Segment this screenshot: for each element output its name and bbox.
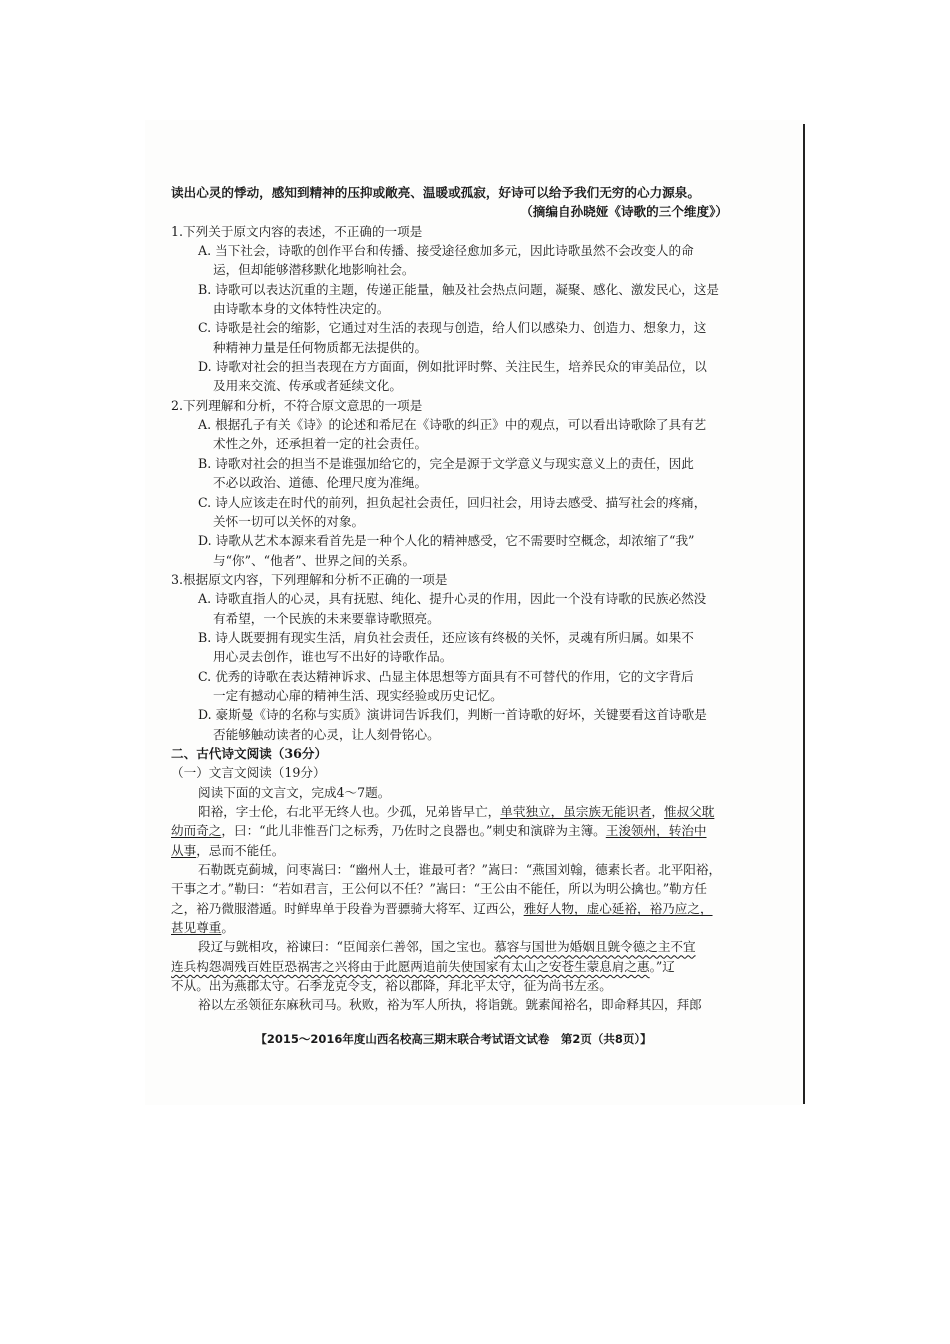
q1-option-a: A. 当下社会，诗歌的创作平台和传播、接受途径愈加多元，因此诗歌虽然不会改变人的命 <box>198 243 694 259</box>
q3-option-b: B. 诗人既要拥有现实生活，肩负社会责任，还应该有终极的关怀，灵魂有所归属。如果不 <box>198 629 694 645</box>
subsection-heading: （一）文言文阅读（19分） <box>171 765 326 781</box>
q2-option-d: D. 诗歌从艺术本源来看首先是一种个人化的精神感受，它不需要时空概念，却浓缩了“我” <box>198 533 695 549</box>
passage-p3-line2 <box>171 957 736 976</box>
passage-p2-line4 <box>171 918 736 937</box>
document-body <box>171 183 736 1015</box>
page-footer: 【2015～2016年度山西名校高三期末联合考试语文试卷 第2页（共8页）】 <box>255 1032 652 1046</box>
q3-option-d: D. 豪斯曼《诗的名称与实质》演讲词告诉我们，判断一首诗歌的好坏，关键要看这首诗歌是 <box>198 707 707 723</box>
wavy-underlined-phrase: 慕容与国世为婚姻且皝令德之主不宜 <box>494 939 696 955</box>
passage-text: ，曰：“此儿非惟吾门之标秀，乃佐时之良器也。”刺史和演辟为主簿。 <box>221 823 606 839</box>
q1-stem: 1.下列关于原文内容的表述，不正确的一项是 <box>171 223 423 239</box>
passage-p3-line3: 不从。出为燕郡太守。石季龙克令支，裕以郡降，拜北平太守，征为尚书左丞。 <box>171 978 612 994</box>
underlined-phrase: 惟叔父耽 <box>663 804 715 819</box>
q3-option-a: A. 诗歌直指人的心灵，具有抚慰、纯化、提升心灵的作用，因此一个没有诗歌的民族必然没 <box>198 591 707 607</box>
q1-option-c: C. 诗歌是社会的缩影，它通过对生活的表现与创造，给人们以感染力、创造力、想象力，这 <box>198 320 707 336</box>
passage-p3-line1 <box>171 937 736 956</box>
q1-option-a-cont: 运，但却能够潜移默化地影响社会。 <box>213 262 415 278</box>
reading-instruction: 阅读下面的文言文，完成4～7题。 <box>198 784 391 800</box>
intro-tail-line: 读出心灵的悸动，感知到精神的压抑或敞亮、温暖或孤寂，好诗可以给予我们无穷的心力源泉。 <box>171 185 700 200</box>
underlined-phrase: 从事 <box>171 842 197 858</box>
underlined-phrase: 单茕独立，虽宗族无能识者 <box>500 804 652 819</box>
passage-text: ，忌而不能任。 <box>196 842 285 858</box>
q1-option-d: D. 诗歌对社会的担当表现在方方面面，例如批评时弊、关注民生，培养民众的审美品位，以 <box>198 359 707 375</box>
passage-text: 阳裕，字士伦，右北平无终人也。少孤，兄弟皆早亡， <box>198 804 501 819</box>
q2-option-a: A. 根据孔子有关《诗》的论述和希尼在《诗歌的纠正》中的观点，可以看出诗歌除了具有艺 <box>198 417 707 433</box>
q2-option-c: C. 诗人应该走在时代的前列，担负起社会责任，回归社会，用诗去感受、描写社会的疼痛， <box>198 494 707 510</box>
passage-p2-line2: 干事之才。”勒曰：“若如君言，王公何以不任？”嵩曰：“王公由不能任，所以为明公擒也。”勒方任 <box>171 881 707 897</box>
q1-option-c-cont: 种精神力量是任何物质都无法提供的。 <box>213 339 428 355</box>
passage-text: 段辽与皝相攻，裕谏曰：“臣闻亲仁善邻，国之宝也。 <box>198 939 495 955</box>
q2-option-b-cont: 不必以政治、道德、伦理尺度为准绳。 <box>213 475 428 491</box>
passage-p1-line3 <box>171 841 736 860</box>
q2-option-a-cont: 术性之外，还承担着一定的社会责任。 <box>213 436 428 452</box>
passage-text: 。 <box>221 920 234 936</box>
q1-option-b-cont: 由诗歌本身的文体特性决定的。 <box>213 301 390 317</box>
passage-p1-line2 <box>171 821 736 840</box>
section-heading: 二、古代诗文阅读（36分） <box>171 745 328 761</box>
passage-p2-line1: 石勒既克蓟城，问枣嵩曰：“幽州人士，谁最可者？”嵩曰：“燕国刘翰，德素长者。北平阳裕， <box>198 862 722 878</box>
wavy-underlined-phrase: 连兵构怨凋残百姓臣恐祸害之兴将由于此愿两追前失使国家有太山之安苍生蒙息肩之惠 <box>171 958 650 974</box>
q2-stem: 2.下列理解和分析，不符合原文意思的一项是 <box>171 397 423 413</box>
passage-p1-line1 <box>171 802 736 821</box>
q3-option-a-cont: 有希望，一个民族的未来要靠诗歌照亮。 <box>213 610 440 626</box>
q2-option-c-cont: 关怀一切可以关怀的对象。 <box>213 513 365 529</box>
underlined-phrase: 王浚领州，转治中 <box>605 823 707 839</box>
q1-option-d-cont: 及用来交流、传承或者延续文化。 <box>213 378 402 394</box>
underlined-phrase: 幼而奇之 <box>171 823 222 839</box>
passage-text: 。”辽 <box>649 958 675 974</box>
q3-option-c: C. 优秀的诗歌在表达精神诉求、凸显主体思想等方面具有不可替代的作用，它的文字背后 <box>198 668 694 684</box>
q3-stem: 3.根据原文内容，下列理解和分析不正确的一项是 <box>171 571 448 587</box>
q3-option-b-cont: 用心灵去创作，谁也写不出好的诗歌作品。 <box>213 649 453 665</box>
page-edge-rule <box>803 124 805 1104</box>
q1-option-b: B. 诗歌可以表达沉重的主题，传递正能量，触及社会热点问题，凝聚、感化、激发民心，这是 <box>198 281 720 297</box>
underlined-phrase: 雅好人物，虚心延裕，裕乃应之， <box>523 900 713 916</box>
passage-text: 之，裕乃微服潜遁。时鲜卑单于段眷为晋骠骑大将军、辽西公， <box>171 900 524 916</box>
passage-p2-line3 <box>171 899 736 918</box>
q3-option-c-cont: 一定有撼动心扉的精神生活、现实经验或历史记忆。 <box>213 687 503 703</box>
q3-option-d-cont: 否能够触动读者的心灵，让人刻骨铭心。 <box>213 726 440 742</box>
q2-option-b: B. 诗歌对社会的担当不是谁强加给它的，完全是源于文学意义与现实意义上的责任，因此 <box>198 455 694 471</box>
q2-option-d-cont: 与“你”、“他者”、世界之间的关系。 <box>213 552 416 568</box>
passage-p4-line1: 裕以左丞领征东麻秋司马。秋败，裕为军人所执，将诣皝。皝素闻裕名，即命释其囚，拜郎 <box>198 997 702 1013</box>
intro-source: （摘编自孙晓娅《诗歌的三个维度》） <box>520 204 728 220</box>
passage-text: ， <box>651 804 664 819</box>
underlined-phrase: 甚见尊重 <box>171 920 222 936</box>
